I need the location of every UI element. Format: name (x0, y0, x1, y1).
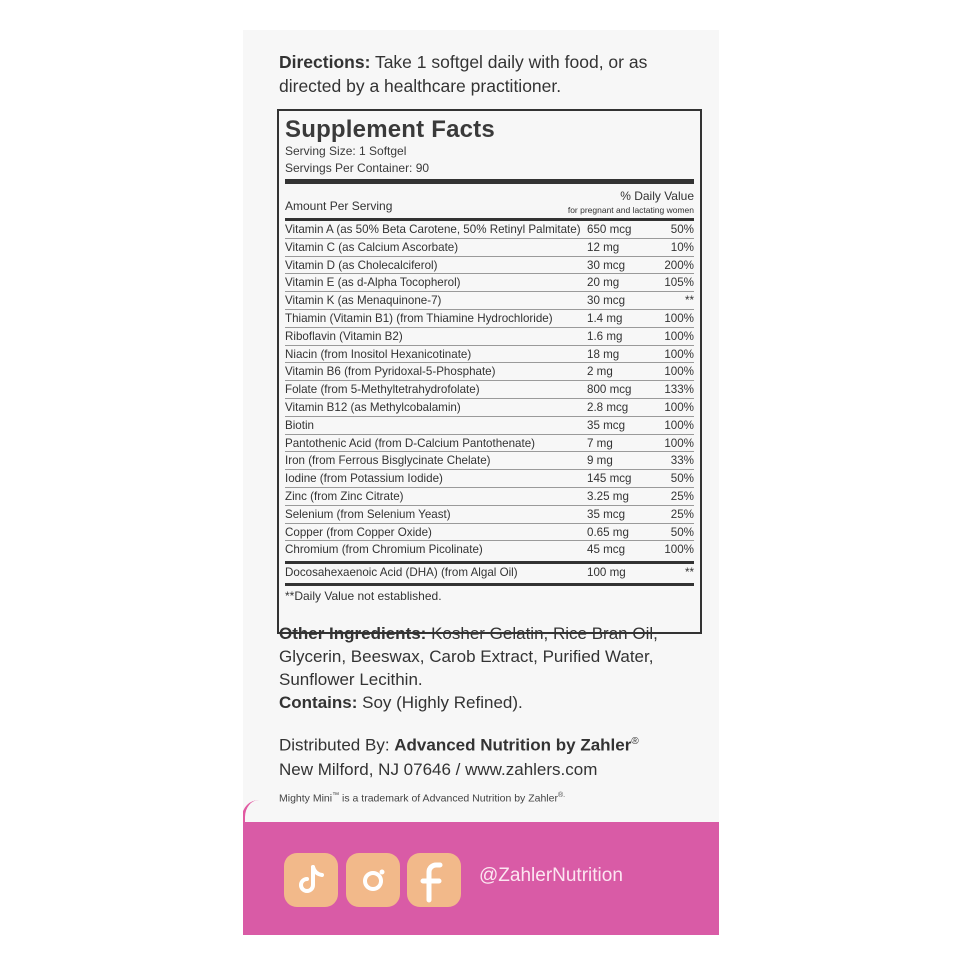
nutrient-daily-value: 200% (664, 258, 694, 272)
nutrient-daily-value: 100% (664, 543, 694, 557)
table-row (285, 435, 694, 453)
nutrient-amount: 30 mcg (587, 294, 626, 308)
nutrient-daily-value: 100% (664, 436, 694, 450)
nutrient-daily-value: 10% (670, 240, 694, 254)
nutrient-amount: 45 mcg (587, 543, 626, 557)
nutrient-daily-value: 100% (664, 329, 694, 343)
table-row (285, 541, 694, 559)
nutrient-name: Folate (from 5-Methyltetrahydrofolate) (285, 383, 480, 397)
nutrient-amount: 2.8 mcg (587, 400, 629, 414)
daily-value-header (568, 189, 694, 217)
table-row (285, 274, 694, 292)
nutrient-name: Vitamin E (as d-Alpha Tocopherol) (285, 276, 461, 290)
product-label-panel (243, 30, 719, 935)
nutrient-name: Vitamin B12 (as Methylcobalamin) (285, 400, 461, 414)
table-row (285, 221, 694, 239)
nutrient-name: Copper (from Copper Oxide) (285, 525, 432, 539)
nutrient-name: Vitamin C (as Calcium Ascorbate) (285, 240, 459, 254)
nutrient-name: Vitamin B6 (from Pyridoxal-5-Phosphate) (285, 365, 496, 379)
trademark-text: is a trademark of Advanced Nutrition by Zahler (339, 792, 558, 805)
nutrient-name: Iodine (from Potassium Iodide) (285, 472, 443, 486)
other-ingredients-list: Kosher Gelatin, Rice Bran Oil, Glycerin, Beeswax, Carob Extract, Purified Water, Sunflower Lecithin. (279, 624, 658, 689)
supplement-facts-title: Supplement Facts (285, 116, 495, 143)
nutrient-name: Niacin (from Inositol Hexanicotinate) (285, 347, 472, 361)
nutrient-daily-value: 25% (670, 507, 694, 521)
table-row (285, 239, 694, 257)
distributor-info (279, 730, 639, 782)
nutrient-amount: 35 mcg (587, 418, 626, 432)
nutrient-name: Thiamin (Vitamin B1) (from Thiamine Hydrochloride) (285, 311, 553, 325)
directions-label: Directions: (279, 52, 371, 72)
nutrient-name: Chromium (from Chromium Picolinate) (285, 543, 483, 557)
nutrient-daily-value: 100% (664, 347, 694, 361)
nutrient-name: Iron (from Ferrous Bisglycinate Chelate) (285, 454, 491, 468)
nutrient-daily-value: ** (684, 566, 694, 579)
nutrient-daily-value: 100% (664, 418, 694, 432)
other-ingredients (279, 622, 704, 691)
table-row (285, 381, 694, 399)
table-row (285, 257, 694, 275)
other-ingredients-label: Other Ingredients: (279, 624, 427, 643)
amount-per-serving-header: Amount Per Serving (285, 199, 393, 213)
nutrient-amount: 800 mcg (587, 383, 632, 397)
social-handle[interactable]: @ZahlerNutrition (479, 865, 623, 886)
table-row (285, 399, 694, 417)
table-row (285, 417, 694, 435)
nutrient-name: Riboflavin (Vitamin B2) (285, 329, 403, 343)
daily-value-footnote: **Daily Value not established. (285, 589, 442, 603)
table-row (285, 292, 694, 310)
nutrient-amount: 1.6 mg (587, 329, 623, 343)
nutrient-daily-value: 100% (664, 311, 694, 325)
nutrient-amount: 2 mg (587, 365, 613, 379)
nutrient-amount: 3.25 mg (587, 489, 629, 503)
table-row (285, 470, 694, 488)
nutrient-amount: 18 mg (587, 347, 620, 361)
trademark-registered: ®. (557, 792, 566, 799)
table-row (285, 452, 694, 470)
contains-text: Soy (Highly Refined). (357, 693, 523, 712)
table-row-dha (285, 564, 694, 582)
nutrient-daily-value: 105% (664, 276, 694, 290)
distributor-label: Distributed By: (279, 735, 395, 755)
nutrient-name: Biotin (285, 418, 315, 432)
nutrient-daily-value: 100% (664, 400, 694, 414)
nutrient-name: Vitamin A (as 50% Beta Carotene, 50% Retinyl Palmitate) (285, 223, 581, 236)
distributor-address: New Milford, NJ 07646 / www.zahlers.com (279, 759, 598, 779)
social-footer-band (243, 822, 719, 935)
nutrient-amount: 1.4 mg (587, 311, 623, 325)
servings-per-container: Servings Per Container: 90 (285, 161, 430, 175)
nutrient-amount: 20 mg (587, 276, 620, 290)
directions-text (279, 50, 699, 98)
table-row (285, 524, 694, 542)
table-row (285, 328, 694, 346)
nutrient-amount: 12 mg (587, 240, 620, 254)
nutrient-daily-value: 50% (670, 472, 694, 486)
thick-divider-top (285, 179, 694, 184)
nutrient-name: Vitamin D (as Cholecalciferol) (285, 258, 438, 272)
directions-body: Take 1 softgel daily with food, or as directed by a healthcare practitioner. (279, 52, 648, 96)
nutrient-amount: 35 mcg (587, 507, 626, 521)
trademark-symbol: ™ (332, 792, 340, 799)
nutrient-name: Selenium (from Selenium Yeast) (285, 507, 451, 521)
nutrient-daily-value: ** (684, 294, 694, 308)
nutrient-daily-value: 33% (670, 454, 694, 468)
table-row (285, 506, 694, 524)
allergen-contains (279, 693, 523, 713)
table-row (285, 346, 694, 364)
nutrient-amount: 0.65 mg (587, 525, 629, 539)
nutrient-amount: 30 mcg (587, 258, 626, 272)
nutrient-amount: 9 mg (587, 454, 613, 468)
nutrient-daily-value: 50% (670, 223, 694, 236)
nutrient-amount: 145 mcg (587, 472, 632, 486)
nutrient-name: Docosahexaenoic Acid (DHA) (from Algal Oil) (285, 566, 518, 579)
nutrient-name: Zinc (from Zinc Citrate) (285, 489, 404, 503)
daily-value-subtitle: for pregnant and lactating women (567, 205, 694, 215)
contains-label: Contains: (279, 693, 358, 712)
nutrient-daily-value: 133% (664, 383, 694, 397)
table-row (285, 363, 694, 381)
daily-value-title: % Daily Value (620, 189, 694, 203)
nutrient-amount: 650 mcg (587, 223, 632, 236)
nutrient-name: Vitamin K (as Menaquinone-7) (285, 294, 442, 308)
table-row (285, 310, 694, 328)
nutrient-daily-value: 50% (670, 525, 694, 539)
nutrient-amount: 7 mg (587, 436, 613, 450)
registered-mark: ® (631, 736, 639, 747)
nutrient-name: Pantothenic Acid (from D-Calcium Pantothenate) (285, 436, 536, 450)
nutrient-daily-value: 25% (670, 489, 694, 503)
serving-size: Serving Size: 1 Softgel (285, 144, 407, 158)
thick-divider-bottom (285, 583, 694, 586)
trademark-notice (279, 792, 565, 805)
facebook-icon[interactable] (407, 853, 461, 907)
nutrient-daily-value: 100% (664, 365, 694, 379)
tiktok-icon[interactable] (284, 853, 338, 907)
table-row (285, 488, 694, 506)
supplement-facts-box (277, 109, 702, 634)
distributor-company: Advanced Nutrition by Zahler (394, 735, 632, 755)
nutrient-amount: 100 mg (587, 566, 626, 579)
instagram-icon[interactable] (346, 853, 400, 907)
nutrient-rows (285, 221, 694, 559)
trademark-product: Mighty Mini (279, 792, 333, 805)
